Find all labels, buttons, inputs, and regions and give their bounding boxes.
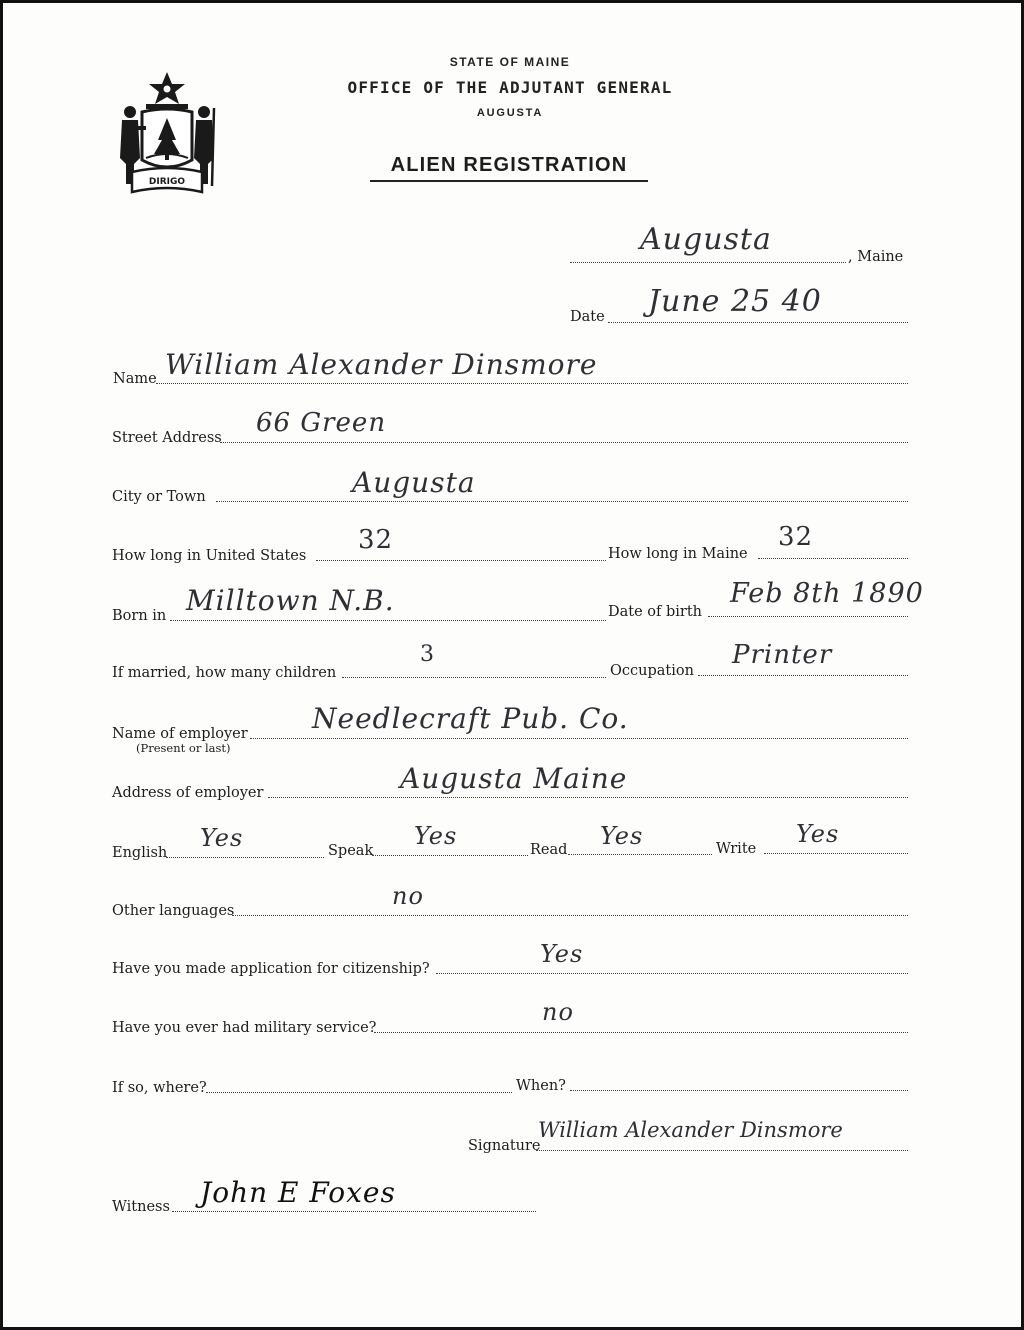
street-label: Street Address [112, 430, 222, 446]
read-value[interactable]: Yes [600, 822, 644, 850]
city-line [216, 501, 908, 502]
form-title: ALIEN REGISTRATION [370, 154, 648, 182]
citizenship-value[interactable]: Yes [540, 940, 584, 968]
employer-label: Name of employer [112, 726, 248, 742]
other-languages-value[interactable]: no [392, 882, 424, 910]
other-languages-line [232, 915, 908, 916]
witness-label: Witness [112, 1199, 170, 1215]
read-line [568, 854, 712, 855]
name-line [156, 383, 908, 384]
military-label: Have you ever had military service? [112, 1020, 377, 1036]
signature-line [536, 1150, 908, 1151]
city-heading: AUGUSTA [476, 107, 544, 119]
employer-address-line [268, 797, 908, 798]
write-value[interactable]: Yes [796, 820, 840, 848]
other-languages-label: Other languages [112, 903, 235, 919]
name-label: Name [113, 371, 157, 387]
where-label: If so, where? [112, 1080, 207, 1096]
signature-label: Signature [468, 1138, 541, 1154]
maine-state-seal-icon [112, 68, 222, 200]
city-label: City or Town [112, 489, 206, 505]
place-label: , Maine [848, 249, 904, 265]
in-us-label: How long in United States [112, 548, 307, 564]
employer-value[interactable]: Needlecraft Pub. Co. [312, 702, 629, 735]
where-line[interactable] [206, 1092, 512, 1093]
in-maine-line [758, 558, 908, 559]
date-line [608, 322, 908, 323]
military-line [374, 1032, 908, 1033]
employer-sublabel: (Present or last) [136, 741, 231, 755]
name-value[interactable]: William Alexander Dinsmore [165, 348, 598, 381]
place-value[interactable]: Augusta [640, 222, 772, 257]
street-line [220, 442, 908, 443]
children-label: If married, how many children [112, 665, 337, 681]
in-us-line [316, 560, 606, 561]
date-value[interactable]: June 25 40 [648, 284, 822, 319]
dob-line [708, 616, 908, 617]
seal-motto: DIRIGO [148, 177, 186, 187]
english-line [166, 857, 324, 858]
read-label: Read [530, 842, 568, 858]
speak-value[interactable]: Yes [414, 822, 458, 850]
witness-line [172, 1211, 536, 1212]
city-value[interactable]: Augusta [352, 466, 476, 499]
occupation-value[interactable]: Printer [732, 640, 833, 670]
when-label: When? [516, 1078, 566, 1094]
dob-value[interactable]: Feb 8th 1890 [730, 578, 924, 609]
write-label: Write [716, 841, 757, 857]
in-us-value[interactable]: 32 [358, 525, 394, 555]
born-label: Born in [112, 608, 167, 624]
employer-address-label: Address of employer [112, 785, 264, 801]
date-label: Date [570, 309, 605, 325]
born-value[interactable]: Milltown N.B. [186, 584, 395, 617]
occupation-label: Occupation [610, 663, 694, 679]
speak-label: Speak [328, 843, 374, 859]
employer-line [250, 738, 908, 739]
state-heading: STATE OF MAINE [449, 55, 571, 69]
when-line[interactable] [570, 1090, 908, 1091]
born-line [170, 620, 606, 621]
employer-address-value[interactable]: Augusta Maine [400, 762, 628, 795]
witness-value[interactable]: John E Foxes [200, 1176, 396, 1209]
office-heading: OFFICE OF THE ADJUTANT GENERAL [347, 78, 673, 97]
military-value[interactable]: no [542, 998, 574, 1026]
dob-label: Date of birth [608, 604, 703, 620]
children-value[interactable]: 3 [420, 642, 435, 667]
street-value[interactable]: 66 Green [256, 408, 387, 438]
write-line [764, 853, 908, 854]
in-maine-label: How long in Maine [608, 546, 748, 562]
signature-value[interactable]: William Alexander Dinsmore [538, 1118, 843, 1142]
occupation-line [698, 675, 908, 676]
citizenship-line [436, 973, 908, 974]
in-maine-value[interactable]: 32 [778, 522, 814, 552]
english-label: English [112, 845, 168, 861]
citizenship-label: Have you made application for citizenship? [112, 961, 430, 977]
place-line [570, 262, 846, 263]
speak-line [372, 855, 528, 856]
children-line [342, 677, 606, 678]
english-value[interactable]: Yes [200, 824, 244, 852]
